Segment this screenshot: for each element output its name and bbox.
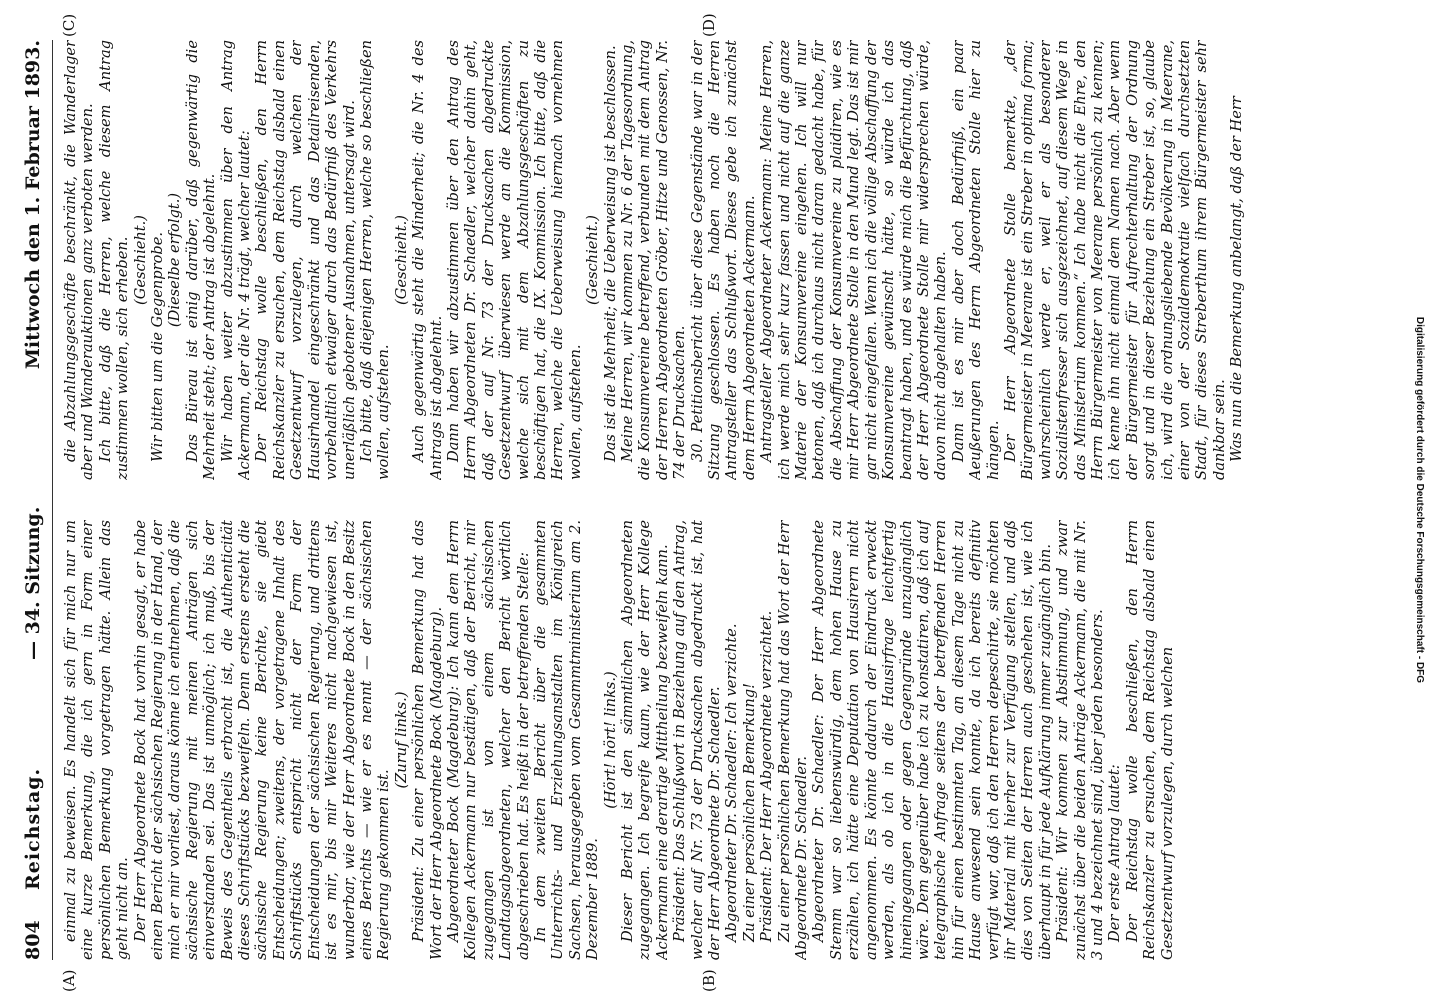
paragraph: (Dieselbe erfolgt.) (166, 192, 184, 328)
paragraph: Was nun die Bemerkung anbelangt, daß der Herr (1228, 96, 1246, 462)
paragraph: Der erste Antrag lautet: (1106, 764, 1124, 942)
digitization-strip (1408, 0, 1430, 1000)
paragraph: Der Reichstag wolle beschließen, den Herrn Reichskanzler zu ersuchen, dem Reichstag alsbald einen Gesetzentwurf vorzulegen, durch welchen (1123, 520, 1176, 960)
paragraph: (Geschieht.) (131, 215, 149, 305)
paragraph: Abgeordneter Dr. Schaedler: Ich verzichte. (723, 623, 741, 942)
paragraph: Zu einer persönlichen Bemerkung! (740, 682, 758, 942)
paragraph: Präsident: Der Herr Abgeordnete verzichtet. (758, 610, 776, 942)
paragraph: Der Reichstag wolle beschließen, den Herrn Reichskanzler zu ersuchen, dem Reichstag alsbald einen Gesetzentwurf vorzulegen, durch welchen der Hausirhandel eingeschränkt und das Detailreisenden, vorbehaltlich etwaiger durch das Bedürfniß des Verkehrs unerläßlich gebotener Ausnahmen, untersagt wird. (253, 40, 358, 480)
header-left-title: Reichstag. (22, 767, 44, 890)
margin-mark-b: (B) (700, 969, 718, 992)
paragraph: Ich bitte, daß die Herren, welche diesem Antrag zustimmen wollen, sich erheben. (96, 40, 132, 480)
paragraph: Präsident: Zu einer persönlichen Bemerkung hat das Wort der Herr Abgeordnete Bock (Magdeburg). (410, 520, 445, 960)
paragraph: (Zuruf links.) (392, 691, 410, 789)
paragraph: (Hört! hört! links.) (601, 671, 619, 809)
digitization-credit: Digitalisierung gefördert durch die Deutsche Forschungsgemeinschaft - DFG (1414, 316, 1425, 684)
paragraph: (Geschieht.) (392, 215, 410, 305)
page-header (22, 40, 53, 960)
paragraph: Präsident: Wir kommen zur Abstimmung, und zwar zunächst über die beiden Anträge Ackermann, die mit Nr. 3 und 4 bezeichnet sind, über jeden besonders. (1054, 520, 1106, 960)
paragraph: (Geschieht.) (584, 215, 602, 305)
paragraph: einmal zu beweisen. Es handelt sich für mich nur um eine kurze Bemerkung, die ich gern in Form einer persönlichen Bemerkung vorgetragen hätte. Allein das geht nicht an. (62, 520, 132, 960)
paragraph: Der Herr Abgeordnete Stolle bemerkte, „der Bürgermeister in Meerane ist ein Streber in optima forma; wahrscheinlich werde er, weil er als besonderer Sozialistenfresser sich ausgezeichnet, auf diesem Wege in das Ministerium kommen.“ Ich habe nicht die Ehre, den Herrn Bürgermeister von Meerane persönlich zu kennen; ich kenne ihn nicht einmal dem Namen nach. Aber wenn der Bürgermeister für Aufrechterhaltung der Ordnung sorgt und in dieser Beziehung ein Streber ist, so, glaube ich, wird die ordnungsliebende Bevölkerung in Meerane, einer von der Sozialdemokratie vielfach durchsetzten Stadt, für dieses Streberthum ihrem Bürgermeister sehr dankbar sein. (1001, 40, 1228, 480)
paragraph: Präsident: Das Schlußwort in Beziehung auf den Antrag, welcher auf Nr. 73 der Drucksachen abgedruckt ist, hat der Herr Abgeordnete Dr. Schaedler. (671, 520, 724, 960)
paragraph: Der Herr Abgeordnete Bock hat vorhin gesagt, er habe einen Bericht der sächsischen Regierung in der Hand, der mich er mir vorliest, daraus könne ich entnehmen, daß die sächsische Regierung mit meinen Anträgen sich einverstanden sei. Das ist unmöglich; ich muß, bis der Beweis des Gegentheils erbracht ist, die Authenticität dieses Schriftstücks bezweifeln. Denn erstens ersteht die sächsische Regierung keine Berichte, sie giebt Entscheidungen; zweitens, der vorgetragene Inhalt des Schriftstücks entspricht nicht der Form der Entscheidungen der sächsischen Regierung, und drittens ist es mir, bis mir Weiteres nicht nachgewiesen ist, wunderbar, wie der Herr Abgeordnete Bock in den Besitz eines Berichts — wie er es nennt — der sächsischen Regierung gekommen ist. (131, 520, 393, 960)
paragraph: Das ist die Mehrheit; die Ueberweisung ist beschlossen. (601, 45, 619, 462)
right-text-column (62, 40, 1402, 480)
margin-mark-d: (D) (700, 13, 718, 37)
header-center-title: — 34. Sitzung. (22, 506, 44, 660)
paragraph: Abgeordneter Dr. Schaedler: Der Herr Abgeordnete Stemm war so liebenswürdig, dem hohen Hause zu erzählen, ich hätte eine Deputation von Hausirern nicht angenommen. Es könnte dadurch der Eindruck erweckt werden, als ob ich in die Hausirfrage leichtfertig hineingegangen oder gegen Gegengründe unzugänglich wäre. Dem gegenüber habe ich zu konstatiren, daß ich auf telegraphische Anfrage seitens der betreffenden Herren hin für einen bestimmten Tag, an diesem Tage nicht zu Hause anwesend sein konnte, da ich bereits definitiv verfügt war, daß ich den Herren depeschirte, sie möchten ihr Material mit hierher zur Verfügung stellen, und daß dies von Seiten der Herren auch geschehen ist, wie ich überhaupt in für jede Aufklärung immer zugänglich bin. (810, 520, 1054, 960)
paragraph: Wir bitten um die Gegenprobe. (149, 232, 167, 462)
paragraph: Wir haben weiter abzustimmen über den Antrag Ackermann, der die Nr. 4 trägt, welcher lautet: (218, 40, 254, 480)
margin-mark-a: (A) (60, 969, 78, 992)
paragraph: 30. Petitionsbericht über diese Gegenstände war in der Sitzung geschlossen. Es haben noch die Herren Antragsteller das Schlußwort. Dieses gebe ich zunächst dem Herrn Abgeordneten Ackermann. (688, 40, 758, 480)
paragraph: Antragsteller Abgeordneter Ackermann: Meine Herren, ich werde mich sehr kurz fassen und nicht auf die ganze Materie der Konsumvereine eingehen. Ich will nur betonen, daß ich durchaus nicht daran gedacht habe, für die Abschaffung der Konsumvereine zu plaidiren, wie es mir Herr Abgeordnete Stolle in den Mund legt. Das ist mir gar nicht eingefallen. Wenn ich die völlige Abschaffung der Konsumvereine gewünscht hätte, so würde ich das beantragt haben, und es würde mich die Befürchtung, daß der Herr Abgeordnete Stolle mir widersprechen würde, davon nicht abgehalten haben. (758, 40, 950, 480)
paragraph: In dem zweiten Bericht über die gesammten Unterrichts- und Erziehungsanstalten im Königreich Sachsen, herausgegeben vom Gesammtministerium am 2. Dezember 1889. (531, 520, 602, 960)
paragraph: Meine Herren, wir kommen zu Nr. 6 der Tagesordnung, die Konsumvereine betreffend, verbunden mit dem Antrag der Herren Abgeordneten Gröber, Hitze und Genossen, Nr. 74 der Drucksachen. (619, 40, 689, 480)
paragraph: Dann haben wir abzustimmen über den Antrag des Herrn Abgeordneten Dr. Schaedler, welcher dahin geht, daß der auf Nr. 73 der Drucksachen abgedruckte Gesetzentwurf überwiesen werde an die Kommission, welche sich mit dem Abzahlungsgeschäften zu beschäftigen hat, die IX. Kommission. Ich bitte, daß die Herren, welche die Ueberweisung hiernach vornehmen wollen, aufstehen. (444, 40, 584, 480)
paragraph: die Abzahlungsgeschäfte beschränkt, die Wanderlager aber und Wanderauktionen ganz verboten werden. (62, 40, 97, 480)
margin-mark-c: (C) (60, 13, 78, 37)
paragraph: Ich bitte, daß diejenigen Herren, welche so beschließen wollen, aufstehen. (357, 40, 393, 480)
left-text-column (62, 520, 1402, 960)
paragraph: Abgeordneter Bock (Magdeburg): Ich kann dem Herrn Kollegen Ackermann nur bestätigen, daß der Bericht, mir zugegangen ist von einem sächsischen Landtagsabgeordneten, welcher den Bericht wörtlich abgeschrieben hat. Es heißt in der betreffenden Stelle: (444, 520, 532, 960)
paragraph: Zu einer persönlichen Bemerkung hat das Wort der Herr Abgeordnete Dr. Schaedler. (775, 520, 811, 960)
header-right-title: Mittwoch den 1. Februar 1893. (22, 40, 44, 370)
paragraph: Auch gegenwärtig steht die Minderheit; die Nr. 4 des Antrags ist abgelehnt. (410, 40, 445, 480)
paragraph: Das Büreau ist einig darüber, daß gegenwärtig die Mehrheit steht; der Antrag ist abgelehnt. (183, 40, 219, 480)
paragraph: Dann ist es mir aber doch Bedürfniß, ein paar Aeußerungen des Herrn Abgeordneten Stolle hier zu hängen. (949, 40, 1002, 480)
paragraph: Dieser Bericht ist den sämmtlichen Abgeordneten zugegangen. Ich begreife kaum, wie der Herr Kollege Ackermann eine derartige Mittheilung bezweifeln kann. (619, 520, 671, 960)
page-number: 804 (22, 920, 44, 960)
